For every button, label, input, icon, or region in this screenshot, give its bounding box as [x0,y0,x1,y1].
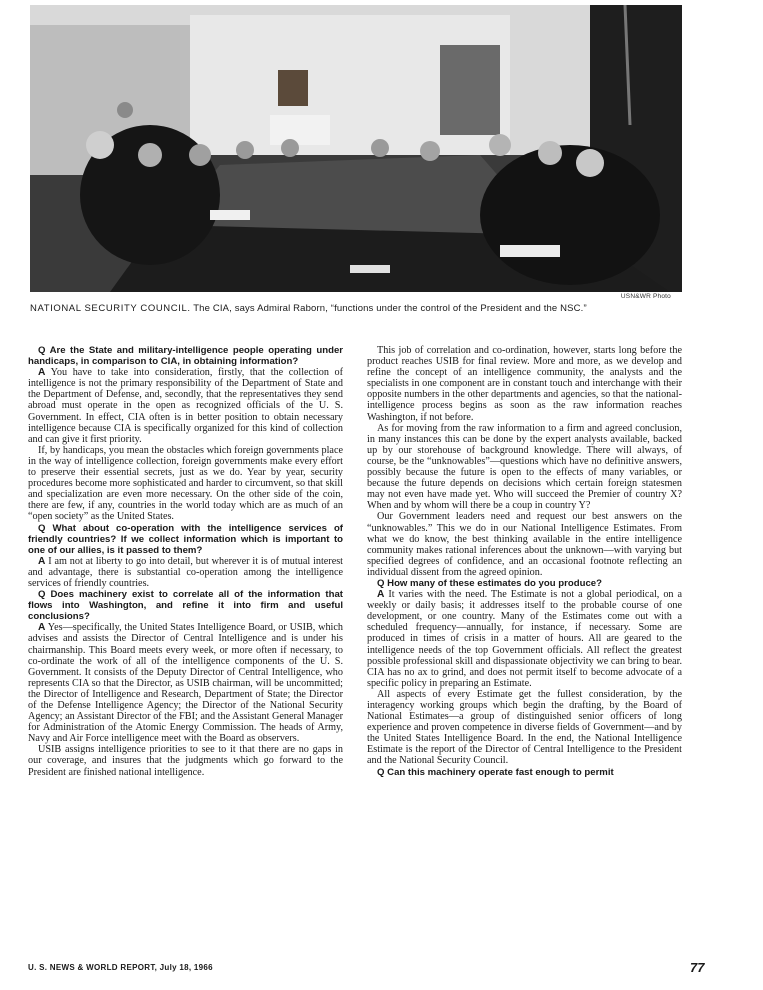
paragraph: As for moving from the raw information to a firm and agreed conclusion, in many instances this can be done by the expert analysts available, backed up by our storehouse of background knowledge. There will always, of course, be the “unknowables”—questions which have no definitive answers, possibly because the future is open to the effects of many variables, or because the future depends on decisions which certain foreign statesmen may not even have made yet. Who will succeed the Premier of country X? When and by whom will there be a coup in country Y? [367,422,682,512]
caption-lead: NATIONAL SECURITY COUNCIL. [30,303,191,314]
council-photo-illustration [30,5,682,292]
photo-credit: USN&WR Photo [620,293,671,300]
paragraph: USIB assigns intelligence priorities to see to it that there are no gaps in our coverage, and insures that the judgments which go forward to the President are finished national intelligence. [28,744,343,778]
paragraph: Q Does machinery exist to correlate all of the information that flows into Washington, and refine it into firm and useful conclusions? [28,589,343,623]
paragraph: A I am not at liberty to go into detail, but wherever it is of mutual interest and advantage, there is substantial co-operation among the intelligence services of friendly countries. [28,555,344,589]
page-number: 77 [690,960,705,975]
paragraph: A Yes—specifically, the United States Intelligence Board, or USIB, which advises and assists the Director of Central Intelligence and is under his chairmanship. This Board meets every week, or more often if necessary, to co-ordinate the work of all of the intelligence components of the U. S. Government. It consists of the Deputy Director of Central Intelligence, who represents CIA so that the Director, as USIB chairman, will be uncommitted; the Director of Intelligence and Research, Department of State; the Director of the Defense Intelligence Agency; the Director of the National Security Agency; an Assistant Director of the FBI; and the Assistant General Manager for Administration of the Atomic Energy Commission. The heads of Army, Navy and Air Force intelligence meet with the Board as observers. [28,622,343,745]
caption-text: The CIA, says Admiral Raborn, “functions under the control of the President and the NSC.” [193,303,587,314]
right-column [367,345,682,778]
council-photo [30,5,682,292]
paragraph: All aspects of every Estimate get the fullest consideration, by the interagency working groups which begin the drafting, by the Board of National Estimates—a group of distinguished senior officers of long experience and proven competence in diverse fields of Government—and by the United States Intelligence Board. In the end, the National Intelligence Estimate is the report of the Director of Central Intelligence to the President and the National Security Council. [367,688,682,767]
paragraph: If, by handicaps, you mean the obstacles which foreign governments place in the way of intelligence collection, foreign governments make every effort to preserve their essential secrets, just as we do. Year by year, security procedures become more sophisticated and harder to circumvent, so that skill and specialization are even more necessary. On the other side of the coin, there are few, if any, countries in the world today which are as much of an “open society” as the United States. [28,444,343,523]
paragraph: Our Government leaders need and request our best answers on the “unknowables.” This we do in our National Intelligence Estimates. From what we do know, the best thinking available in the entire intelligence community makes rational inferences about the unknown—with varying but specified degrees of confidence, and an occasional footnote reflecting an individual dissent from the agreed opinion. [367,511,682,578]
paragraph: A You have to take into consideration, firstly, that the collection of intelligence is not the primary responsibility of the Department of State and the Department of Defense, and, secondly, that the representatives they send abroad must operate in the open as recognized officials of the U. S. Government. In effect, CIA often is in better position to obtain necessary intelligence because CIA is specifically organized for this kind of collection and can give it first priority. [28,367,343,445]
photo-caption [30,303,690,314]
publication-footer: U. S. NEWS & WORLD REPORT, July 18, 1966 [28,963,213,972]
paragraph: This job of correlation and co-ordination, however, starts long before the product reaches USIB for final review. More and more, as we develop and refine the concept of an intelligence community, the analysts and the specialists in one component are in constant touch and interchange with their opposite numbers in the other departments and agencies, so that the national-intelligence process begins as soon as the raw information reaches Washington, if not before. [367,345,682,423]
paragraph: Q How many of these estimates do you produce? [377,577,602,589]
paragraph: Q Are the State and military-intelligence people operating under handicaps, in comparison to CIA, in obtaining information? [28,345,344,368]
paragraph: Q Can this machinery operate fast enough to permit [377,766,614,778]
left-column [28,345,343,778]
paragraph: A It varies with the need. The Estimate is not a global periodical, on a weekly or daily basis; it addresses itself to the probable course of one development, or one country. Many of the Estimates come out with a scheduled frequency—annually, for instance, if necessary. Some are produced in times of crisis in a matter of hours. All are geared to the intelligence needs of the top Government officials. All reflect the greatest possible professional skill and dispassionate objectivity we can bring to bear. CIA has no ax to grind, and does not permit itself to become advocate of a specific policy in preparing an Estimate. [367,589,683,689]
paragraph: Q What about co-operation with the intelligence services of friendly countries? If we collect information which is important to one of our allies, is it passed to them? [28,522,343,556]
